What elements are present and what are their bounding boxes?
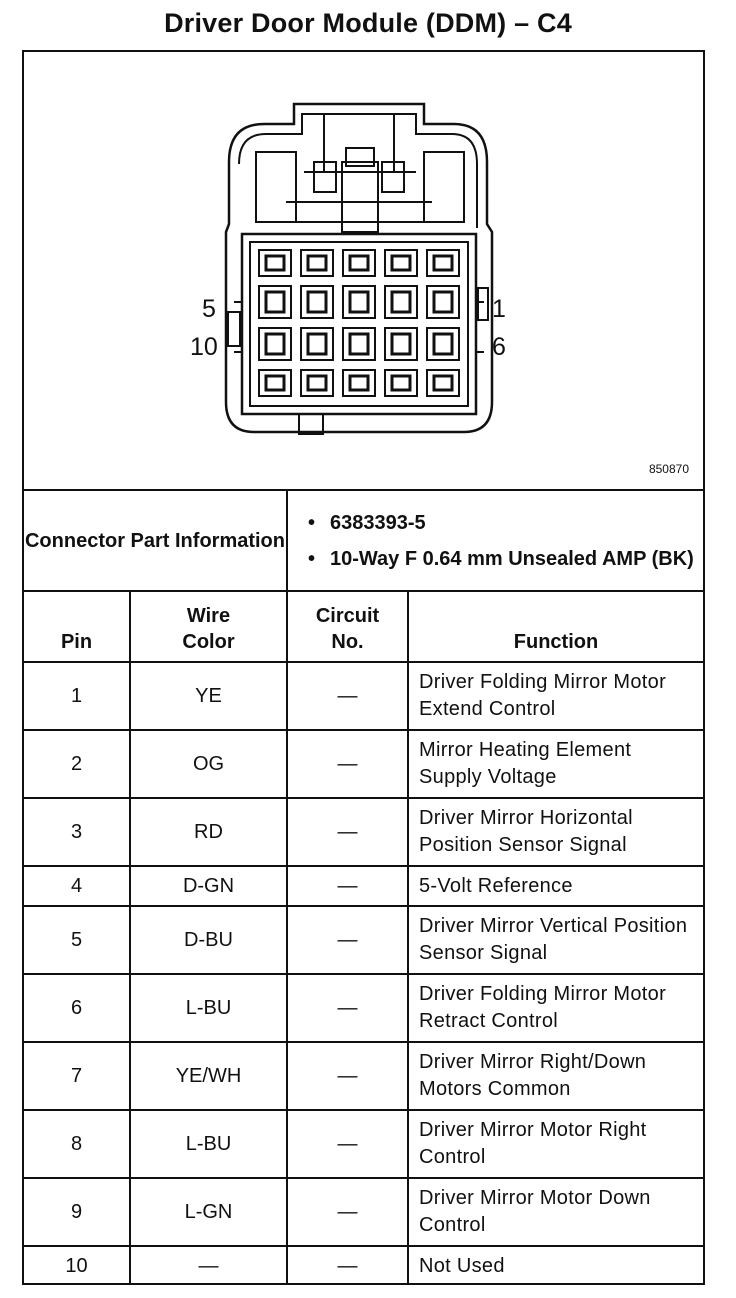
connector-face-icon	[24, 52, 703, 489]
circuit-cell: —	[287, 730, 408, 798]
wire-color-cell: D-BU	[130, 906, 287, 974]
connector-info-item	[308, 510, 703, 536]
pin-cell: 7	[24, 1042, 130, 1110]
pin-label-6: 6	[492, 333, 506, 361]
table-row	[24, 1246, 703, 1285]
pin-label-1: 1	[492, 295, 506, 323]
function-cell: Driver Mirror Motor Down Control	[408, 1178, 703, 1246]
cavity-terminal	[392, 334, 410, 354]
connector-info-label: Connector Part Information	[24, 490, 287, 590]
wire-color-cell: YE	[130, 662, 287, 730]
function-cell: Driver Mirror Motor Right Control	[408, 1110, 703, 1178]
cavity-outline	[301, 370, 333, 396]
table-row	[24, 798, 703, 866]
header-circuit-text: Circuit No.	[315, 605, 380, 653]
header-function: Function	[408, 591, 703, 662]
table-row	[24, 730, 703, 798]
cavity-outline	[385, 250, 417, 276]
table-row	[24, 974, 703, 1042]
pin-cell: 9	[24, 1178, 130, 1246]
cavity-terminal	[350, 256, 368, 270]
table-row	[24, 1110, 703, 1178]
cavity-terminal	[308, 256, 326, 270]
cavity-outline	[301, 250, 333, 276]
wire-color-cell: L-GN	[130, 1178, 287, 1246]
cavity-terminal	[392, 256, 410, 270]
wire-color-cell: D-GN	[130, 866, 287, 906]
cavity-terminal	[350, 292, 368, 312]
function-cell: 5-Volt Reference	[408, 866, 703, 906]
table-row	[24, 1042, 703, 1110]
circuit-cell: —	[287, 798, 408, 866]
function-cell: Driver Mirror Vertical Position Sensor Signal	[408, 906, 703, 974]
cavity-outline	[259, 370, 291, 396]
cavity-terminal	[308, 334, 326, 354]
function-cell: Driver Mirror Horizontal Position Sensor Signal	[408, 798, 703, 866]
cavity-terminal	[308, 376, 326, 390]
pin-cell: 6	[24, 974, 130, 1042]
pin-table	[24, 590, 703, 1285]
cavity-outline	[427, 250, 459, 276]
circuit-cell: —	[287, 662, 408, 730]
function-cell: Driver Folding Mirror Motor Retract Control	[408, 974, 703, 1042]
cavity-terminal	[266, 292, 284, 312]
table-row	[24, 866, 703, 906]
wire-color-cell: OG	[130, 730, 287, 798]
pin-cell: 5	[24, 906, 130, 974]
pin-cell: 1	[24, 662, 130, 730]
function-cell: Driver Folding Mirror Motor Extend Control	[408, 662, 703, 730]
cavity-terminal	[266, 334, 284, 354]
cavity-terminal	[434, 376, 452, 390]
pin-cell: 2	[24, 730, 130, 798]
cavity-terminal	[350, 334, 368, 354]
circuit-cell: —	[287, 974, 408, 1042]
cavity-terminal	[434, 292, 452, 312]
header-circuit	[287, 591, 408, 662]
header-wire-color	[130, 591, 287, 662]
header-pin: Pin	[24, 591, 130, 662]
bullet-icon: •	[308, 511, 316, 534]
cavity-terminal	[266, 256, 284, 270]
connector-description: 10-Way F 0.64 mm Unsealed AMP (BK)	[330, 547, 694, 570]
circuit-cell: —	[287, 1110, 408, 1178]
circuit-cell: —	[287, 1246, 408, 1285]
connector-sheet	[22, 50, 705, 1285]
connector-diagram	[24, 52, 703, 489]
pin-cell: 8	[24, 1110, 130, 1178]
wire-color-cell: —	[130, 1246, 287, 1285]
table-row	[24, 906, 703, 974]
part-number: 6383393-5	[330, 511, 426, 534]
cavity-terminal	[434, 334, 452, 354]
pin-cell: 4	[24, 866, 130, 906]
connector-info-values	[287, 490, 703, 590]
pin-cell: 3	[24, 798, 130, 866]
cavity-terminal	[434, 256, 452, 270]
cavity-terminal	[308, 292, 326, 312]
cavity-outline	[385, 370, 417, 396]
wire-color-cell: L-BU	[130, 974, 287, 1042]
function-cell: Driver Mirror Right/Down Motors Common	[408, 1042, 703, 1110]
circuit-cell: —	[287, 1042, 408, 1110]
cavity-outline	[427, 370, 459, 396]
circuit-cell: —	[287, 866, 408, 906]
wire-color-cell: YE/WH	[130, 1042, 287, 1110]
cavity-terminal	[392, 376, 410, 390]
function-cell: Not Used	[408, 1246, 703, 1285]
pin-cell: 10	[24, 1246, 130, 1285]
wire-color-cell: RD	[130, 798, 287, 866]
connector-info-item	[308, 546, 703, 572]
circuit-cell: —	[287, 1178, 408, 1246]
connector-part-info	[24, 489, 703, 590]
page-title: Driver Door Module (DDM) – C4	[164, 8, 572, 38]
cavity-terminal	[392, 292, 410, 312]
cavity-outline	[343, 250, 375, 276]
cavity-terminal	[350, 376, 368, 390]
table-row	[24, 1178, 703, 1246]
pin-label-5: 5	[202, 295, 216, 323]
cavity-terminal	[266, 376, 284, 390]
function-cell: Mirror Heating Element Supply Voltage	[408, 730, 703, 798]
cavity-outline	[343, 370, 375, 396]
pin-label-10: 10	[190, 333, 218, 361]
circuit-cell: —	[287, 906, 408, 974]
figure-id: 850870	[648, 462, 689, 476]
header-wire-color-text: Wire Color	[182, 605, 235, 653]
cavity-outline	[259, 250, 291, 276]
bullet-icon: •	[308, 547, 316, 570]
table-row	[24, 662, 703, 730]
wire-color-cell: L-BU	[130, 1110, 287, 1178]
